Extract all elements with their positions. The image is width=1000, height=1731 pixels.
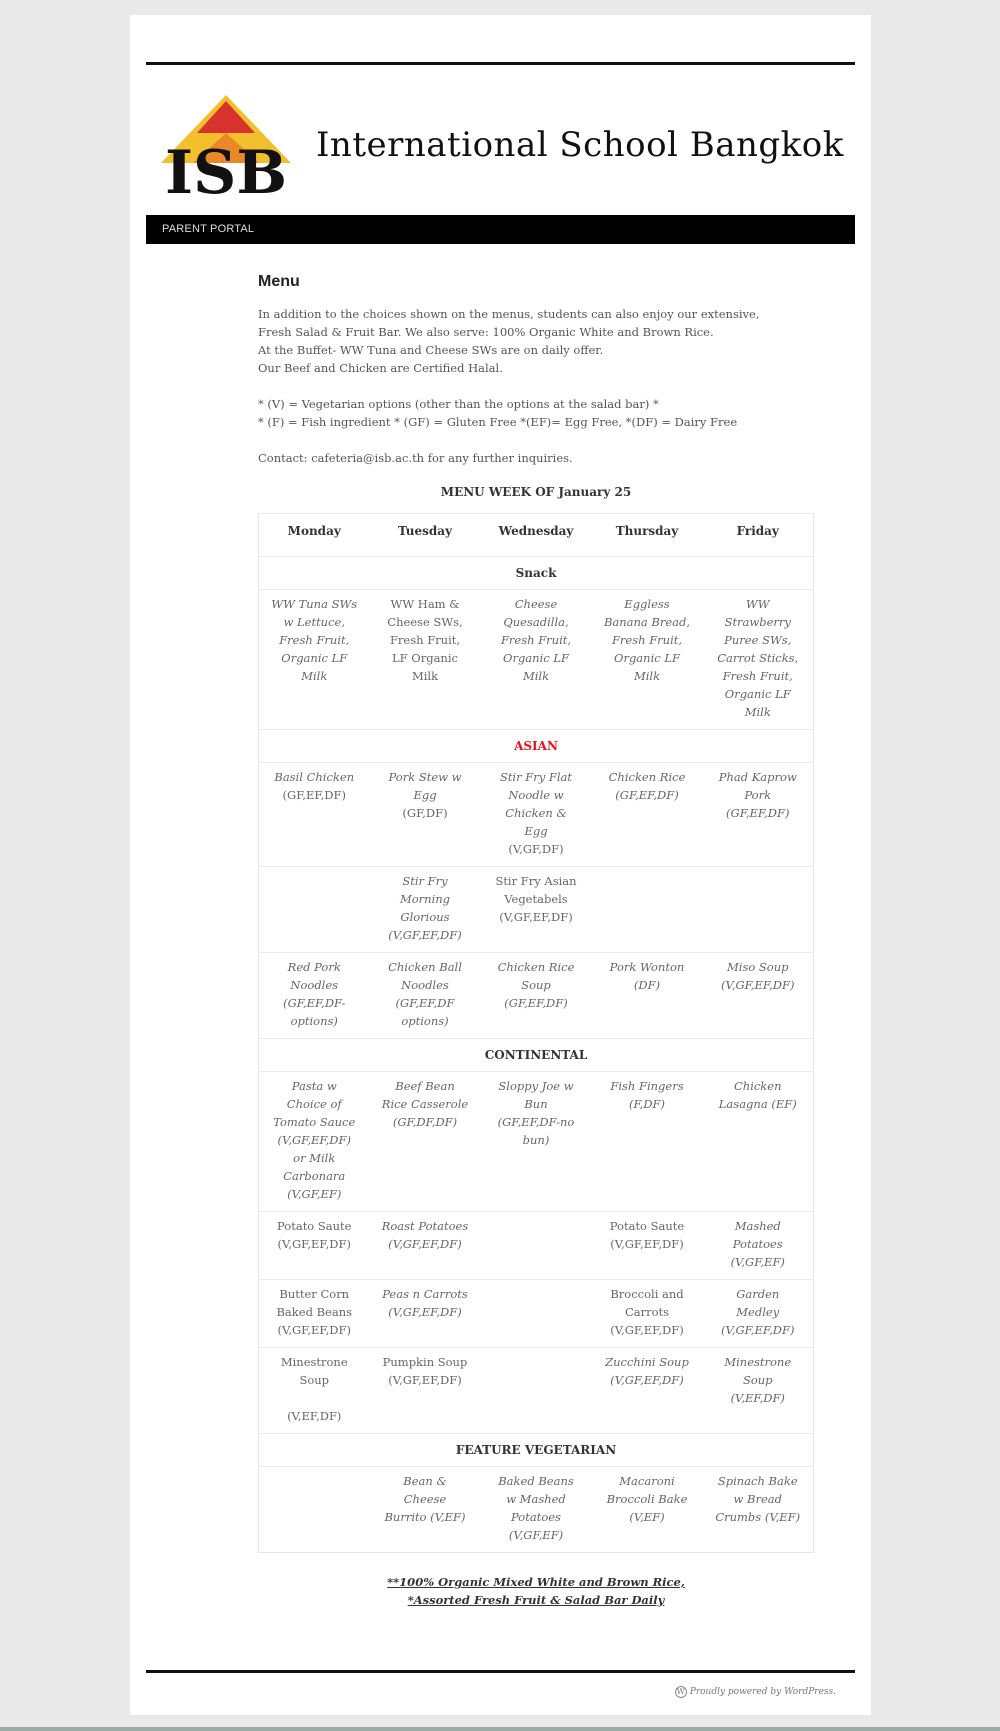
menu-cell <box>370 1072 481 1212</box>
dish-name: Zucchini Soup (V,GF,EF,DF) <box>605 1355 689 1387</box>
intro-line: In addition to the choices shown on the menus, students can also enjoy our extensive, <box>258 307 760 321</box>
dish-name: Garden Medley (V,GF,EF,DF) <box>721 1287 795 1337</box>
menu-row <box>259 953 814 1039</box>
menu-cell <box>259 590 370 730</box>
menu-header-row <box>259 514 814 557</box>
menu-cell <box>259 763 370 867</box>
dish-tags: (GF,DF) <box>402 806 448 820</box>
dish-name: Stir Fry Morning Glorious (V,GF,EF,DF) <box>388 874 462 942</box>
page-content <box>258 273 814 1609</box>
menu-cell <box>703 867 814 953</box>
dish-name: WW Ham & Cheese SWs, Fresh Fruit, LF Organic Milk <box>387 597 463 683</box>
dish-name: Baked Beans w Mashed Potatoes (V,GF,EF) <box>498 1474 574 1542</box>
menu-cell <box>592 1467 703 1553</box>
menu-cell <box>703 953 814 1039</box>
menu-cell <box>370 590 481 730</box>
menu-cell <box>259 953 370 1039</box>
intro-line: At the Buffet- WW Tuna and Cheese SWs are on daily offer. <box>258 343 604 357</box>
dish-name: Basil Chicken <box>274 770 355 784</box>
menu-cell <box>592 763 703 867</box>
dish-name: Pumpkin Soup (V,GF,EF,DF) <box>382 1355 468 1387</box>
menu-cell <box>481 1348 592 1434</box>
dish-name: Broccoli and Carrots (V,GF,EF,DF) <box>610 1287 684 1337</box>
menu-cell <box>592 867 703 953</box>
menu-cell <box>703 1212 814 1280</box>
dish-name: Chicken Rice (GF,EF,DF) <box>608 770 686 802</box>
footer-note: **100% Organic Mixed White and Brown Rice, <box>387 1575 685 1589</box>
intro-line: Fresh Salad & Fruit Bar. We also serve: 100% Organic White and Brown Rice. <box>258 325 714 339</box>
dish-name: Sloppy Joe w Bun (GF,EF,DF-no bun) <box>497 1079 575 1147</box>
dish-name: Fish Fingers (F,DF) <box>610 1079 684 1111</box>
day-header-friday: Friday <box>703 514 814 557</box>
dish-name: Cheese Quesadilla, Fresh Fruit, Organic LF Milk <box>500 597 572 683</box>
day-header-monday: Monday <box>259 514 370 557</box>
section-row <box>259 557 814 590</box>
dish-name: Phad Kaprow Pork (GF,EF,DF) <box>718 770 797 820</box>
menu-cell <box>592 1280 703 1348</box>
intro-line: Our Beef and Chicken are Certified Halal. <box>258 361 503 375</box>
window-bottom-strip <box>0 1727 1000 1731</box>
dish-tags: (V,EF,DF) <box>287 1409 342 1423</box>
menu-cell <box>370 953 481 1039</box>
main-navigation <box>146 215 855 244</box>
dish-name: WW Strawberry Puree SWs, Carrot Sticks, Fresh Fruit, Organic LF Milk <box>717 597 799 719</box>
dish-name: Spinach Bake w Bread Crumbs (V,EF) <box>715 1474 801 1524</box>
menu-cell <box>370 1280 481 1348</box>
menu-cell <box>370 763 481 867</box>
menu-cell <box>370 1348 481 1434</box>
dish-name: Minestrone Soup (V,EF,DF) <box>724 1355 792 1405</box>
footer-note: *Assorted Fresh Fruit & Salad Bar Daily <box>407 1593 665 1607</box>
menu-cell <box>592 1212 703 1280</box>
powered-by[interactable] <box>675 1686 836 1698</box>
footer-notes <box>258 1573 814 1609</box>
menu-cell <box>481 1467 592 1553</box>
day-header-thursday: Thursday <box>592 514 703 557</box>
menu-cell <box>481 1280 592 1348</box>
menu-cell <box>703 1467 814 1553</box>
dish-name: Mashed Potatoes (V,GF,EF) <box>730 1219 785 1269</box>
svg-text:ISB: ISB <box>164 138 288 201</box>
menu-cell <box>481 953 592 1039</box>
menu-cell <box>370 1212 481 1280</box>
menu-cell <box>370 1467 481 1553</box>
dish-name: WW Tuna SWs w Lettuce, Fresh Fruit, Organic LF Milk <box>271 597 358 683</box>
isb-logo[interactable] <box>153 93 299 201</box>
menu-cell <box>592 590 703 730</box>
menu-row <box>259 1212 814 1280</box>
dish-name: Chicken Ball Noodles (GF,EF,DF options) <box>388 960 462 1028</box>
section-row <box>259 730 814 763</box>
dish-name: Bean & Cheese Burrito (V,EF) <box>384 1474 466 1524</box>
page-title: Menu <box>258 273 300 290</box>
menu-cell <box>703 1072 814 1212</box>
menu-cell <box>703 1280 814 1348</box>
menu-row <box>259 590 814 730</box>
menu-row <box>259 1072 814 1212</box>
menu-cell <box>592 1072 703 1212</box>
section-label: CONTINENTAL <box>259 1039 814 1072</box>
menu-cell <box>481 867 592 953</box>
menu-cell <box>259 1072 370 1212</box>
menu-row <box>259 867 814 953</box>
powered-text[interactable]: Proudly powered by WordPress. <box>689 1687 836 1697</box>
menu-cell <box>481 763 592 867</box>
contact-line: Contact: cafeteria@isb.ac.th for any further inquiries. <box>258 451 573 465</box>
menu-cell <box>703 763 814 867</box>
dish-name: Eggless Banana Bread, Fresh Fruit, Organic LF Milk <box>603 597 691 683</box>
bottom-rule <box>146 1670 855 1673</box>
dish-name: Red Pork Noodles (GF,EF,DF-options) <box>283 960 346 1028</box>
dish-name: Macaroni Broccoli Bake (V,EF) <box>606 1474 688 1524</box>
dish-name: Stir Fry Asian Vegetabels (V,GF,EF,DF) <box>495 874 577 924</box>
menu-cell <box>370 867 481 953</box>
section-label: Snack <box>259 557 814 590</box>
day-header-tuesday: Tuesday <box>370 514 481 557</box>
dish-tags: (V,GF,DF) <box>508 842 564 856</box>
section-label: FEATURE VEGETARIAN <box>259 1434 814 1467</box>
menu-row <box>259 1348 814 1434</box>
menu-table <box>258 513 814 1553</box>
section-row <box>259 1039 814 1072</box>
dish-name: Beef Bean Rice Casserole (GF,DF,DF) <box>381 1079 469 1129</box>
dish-name: Chicken Rice Soup (GF,EF,DF) <box>497 960 575 1010</box>
page-container <box>130 15 871 1715</box>
dish-name: Pork Stew w Egg <box>388 770 462 802</box>
menu-cell <box>592 953 703 1039</box>
section-row <box>259 1434 814 1467</box>
menu-cell <box>481 590 592 730</box>
dish-name: Stir Fry Flat Noodle w Chicken & Egg <box>499 770 573 838</box>
site-header <box>146 85 855 205</box>
menu-row <box>259 1280 814 1348</box>
legend-line: * (F) = Fish ingredient * (GF) = Gluten Free *(EF)= Egg Free, *(DF) = Dairy Free <box>258 415 738 429</box>
menu-week-title: MENU WEEK OF January 25 <box>440 485 632 499</box>
dish-name: Pasta w Choice of Tomato Sauce (V,GF,EF,DF) or Milk Carbonara (V,GF,EF) <box>273 1079 356 1201</box>
dish-name: Potato Saute (V,GF,EF,DF) <box>609 1219 685 1251</box>
menu-cell <box>703 590 814 730</box>
menu-cell <box>259 867 370 953</box>
menu-row <box>259 763 814 867</box>
dish-name: Miso Soup (V,GF,EF,DF) <box>721 960 795 992</box>
top-rule <box>146 62 855 65</box>
dish-name: Chicken Lasagna (EF) <box>718 1079 797 1111</box>
dish-tags: (GF,EF,DF) <box>282 788 346 802</box>
site-title[interactable]: International School Bangkok <box>316 125 844 165</box>
intro-block <box>258 305 814 467</box>
dish-name: Roast Potatoes (V,GF,EF,DF) <box>381 1219 469 1251</box>
menu-cell <box>259 1212 370 1280</box>
menu-cell <box>259 1467 370 1553</box>
menu-cell <box>259 1348 370 1434</box>
dish-name: Pork Wonton (DF) <box>609 960 685 992</box>
dish-name: Minestrone Soup <box>280 1355 348 1387</box>
section-label: ASIAN <box>259 730 814 763</box>
dish-name: Peas n Carrots (V,GF,EF,DF) <box>382 1287 468 1319</box>
dish-name: Butter Corn Baked Beans (V,GF,EF,DF) <box>276 1287 353 1337</box>
legend-line: * (V) = Vegetarian options (other than the options at the salad bar) * <box>258 397 659 411</box>
dish-name: Potato Saute (V,GF,EF,DF) <box>277 1219 352 1251</box>
day-header-wednesday: Wednesday <box>481 514 592 557</box>
menu-cell <box>259 1280 370 1348</box>
menu-cell <box>703 1348 814 1434</box>
nav-parent-portal[interactable]: PARENT PORTAL <box>162 223 255 235</box>
menu-row <box>259 1467 814 1553</box>
menu-cell <box>592 1348 703 1434</box>
menu-cell <box>481 1212 592 1280</box>
wordpress-icon: W <box>676 1687 685 1696</box>
menu-cell <box>481 1072 592 1212</box>
